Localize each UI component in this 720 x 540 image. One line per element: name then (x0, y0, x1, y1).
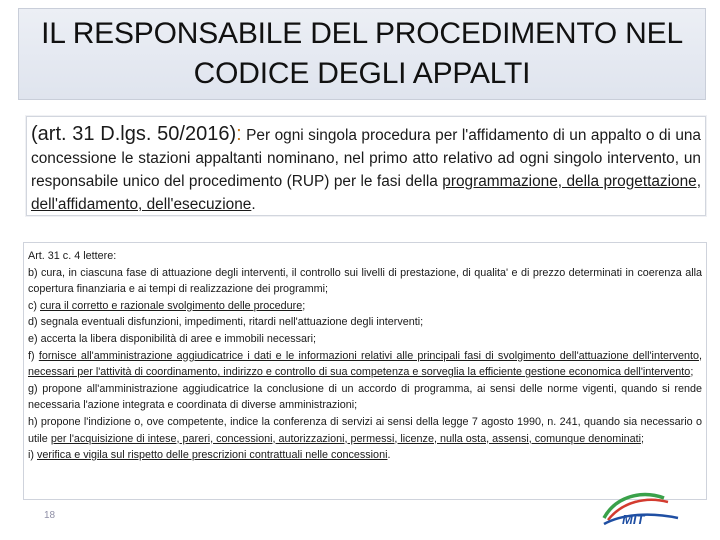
article-text-box (23, 242, 707, 500)
article-heading: Art. 31 c. 4 lettere: (28, 250, 117, 262)
letter-f-suffix: ; (690, 366, 694, 379)
letter-h-underlined: per l'acquisizione di intese, pareri, concessioni, autorizzazioni, permessi, licenze, nulla osta, assensi, comunque denominati (50, 432, 642, 445)
intro-box (26, 116, 706, 216)
letter-f-underlined: fornisce all'amministrazione aggiudicatrice i dati e le informazioni relativi alle principali fasi di svolgimento dell'attuazione dell'intervento, necessari per l'attività di coordinamento, indirizzo e controllo di sua competenza e sorveglia la efficiente gestione economica dell'intervento (28, 349, 702, 379)
reference-colon: : (236, 123, 242, 145)
mit-logo-icon (598, 488, 682, 528)
page-number: 18 (44, 510, 56, 521)
letter-f (28, 348, 702, 381)
intro-paragraph (31, 123, 701, 216)
letter-i-prefix: i) (28, 449, 37, 462)
mit-logo (598, 488, 682, 528)
letter-d: d) segnala eventuali disfunzioni, impedimenti, ritardi nell'attuazione degli interventi; (28, 316, 424, 329)
slide-title-box (18, 8, 706, 100)
letter-c-suffix: ; (302, 299, 306, 312)
intro-phases-underlined: programmazione, della progettazione, dell'affidamento, dell'esecuzione (31, 173, 702, 213)
slide-title-line-1: IL RESPONSABILE DEL PROCEDIMENTO NEL (41, 17, 683, 50)
letter-b: b) cura, in ciascuna fase di attuazione degli interventi, il controllo sui livelli di prestazione, di qualita' e di prezzo determinati in coerenza alla copertura finanziaria e ai tempi di realizzazione dei programmi; (28, 266, 702, 296)
letter-h-suffix: ; (641, 432, 645, 445)
article-reference: (art. 31 D.lgs. 50/2016) (31, 123, 237, 145)
letter-h (28, 414, 702, 447)
letter-i (28, 447, 702, 464)
letter-i-underlined: verifica e vigila sul rispetto delle prescrizioni contrattuali nelle concessioni (37, 449, 388, 462)
letter-e: e) accerta la libera disponibilità di aree e immobili necessari; (28, 332, 317, 345)
mit-logo-text: MIT (622, 512, 645, 527)
intro-text: Per ogni singola procedura per l'affidamento di un appalto o di una concessione le stazioni appaltanti nominano, nel primo atto relativo ad ogni singolo intervento, un responsabile unico del procedimento (RUP) per le fasi della (31, 127, 701, 190)
letter-g: g) propone all'amministrazione aggiudicatrice la conclusione di un accordo di programma, ai sensi delle norme vigenti, quando si rende necessaria l'azione integrata e coordinata di diverse amministrazioni; (28, 382, 702, 412)
letter-c (28, 298, 702, 315)
letter-c-underlined: cura il corretto e razionale svolgimento delle procedure (40, 299, 303, 312)
slide-title-line-2: CODICE DEGLI APPALTI (193, 57, 531, 90)
letter-c-prefix: c) (28, 299, 40, 312)
letter-h-prefix: h) propone l'indizione o, ove competente, indice la conferenza di servizi ai sensi della legge 7 agosto 1990, n. 241, quando sia necessario o utile (28, 415, 702, 445)
letter-f-prefix: f) (28, 349, 39, 362)
intro-end: . (251, 196, 256, 213)
letter-i-suffix: . (387, 449, 391, 462)
